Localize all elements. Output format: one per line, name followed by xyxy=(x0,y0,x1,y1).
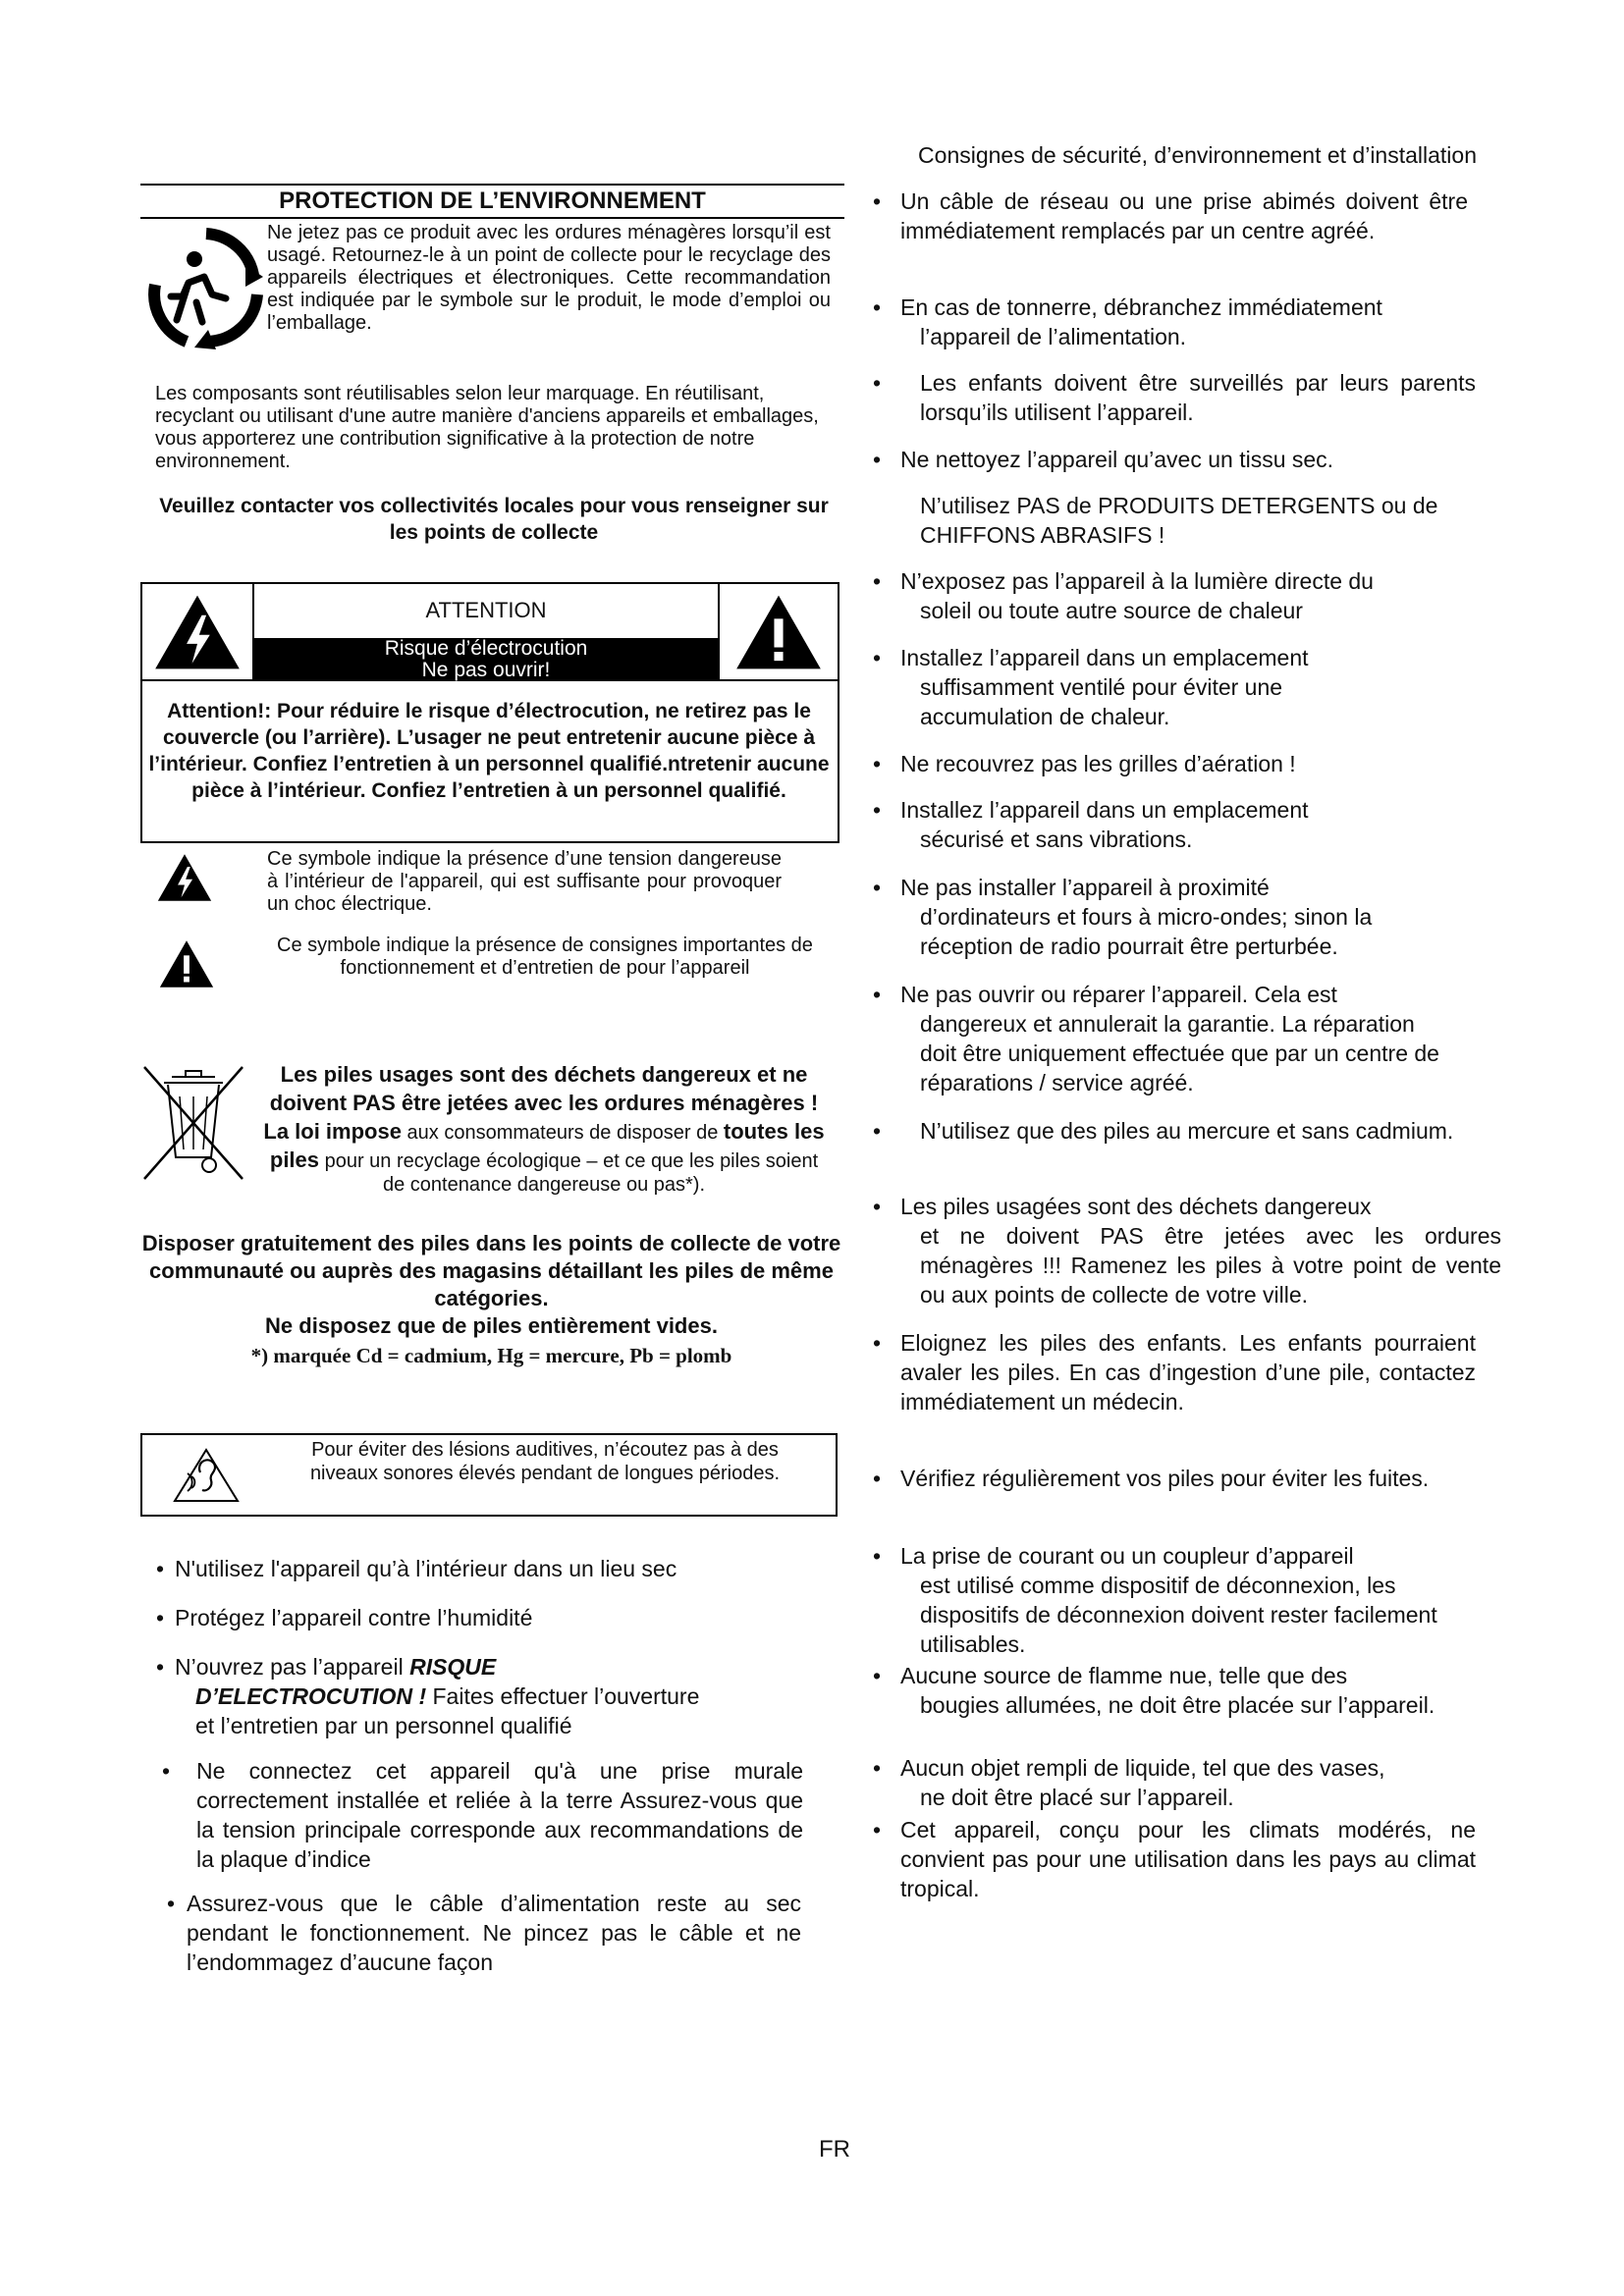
hearing-box xyxy=(140,1433,838,1517)
bullet-dot: • xyxy=(873,982,882,1007)
left-bullet-3-line-2: D’ELECTROCUTION ! Faites effectuer l’ouverture xyxy=(195,1683,700,1709)
environment-intro: Ne jetez pas ce produit avec les ordures ménagères lorsqu’il est usagé. Retournez-le à un point de collecte pour le recyclage des appareils électriques et électroniques. Cette recommandation est indiquée par le symbole sur le produit, le mode d’emploi ou l’emballage. xyxy=(267,222,831,334)
left-bullet-5: • Assurez-vous que le câble d’alimentation reste au sec pendant le fonctionnement. Ne pincez pas le câble et ne l’endommagez d’aucune façon xyxy=(167,1891,801,1975)
right-bullet-8: • Installez l’appareil dans un emplacement sécurisé et sans vibrations. xyxy=(873,797,1309,852)
environment-contact: Veuillez contacter vos collectivités locales pour vous renseigner sur les points de collecte xyxy=(159,495,829,544)
right-column-header: Consignes de sécurité, d’environnement et d’installation xyxy=(918,142,1477,168)
language-marker: FR xyxy=(819,2136,850,2163)
bullet-dot: • xyxy=(873,1330,882,1356)
exclamation-warning-icon xyxy=(731,592,826,672)
batteries-text-2: pour un recyclage écologique – et ce que les piles soient de contenance dangereuse ou pas*). xyxy=(319,1150,819,1196)
left-bullet-2: • Protégez l’appareil contre l’humidité xyxy=(156,1605,533,1630)
risk-emphasis-1: RISQUE xyxy=(409,1654,497,1680)
attention-risk-banner xyxy=(254,638,718,681)
batteries-text-1: aux consommateurs de disposer de xyxy=(401,1122,724,1144)
right-note-detergents: N’utilisez PAS de PRODUITS DETERGENTS ou de CHIFFONS ABRASIFS ! xyxy=(920,493,1438,548)
right-bullet-2: • En cas de tonnerre, débranchez immédiatement l’appareil de l’alimentation. xyxy=(873,294,1382,349)
attention-right-cell xyxy=(718,584,838,681)
crossed-bin-icon xyxy=(140,1063,246,1183)
bullet-dot: • xyxy=(873,294,882,320)
attention-risk-line2: Ne pas ouvrir! xyxy=(421,659,551,681)
bullet-dot: • xyxy=(873,1817,882,1842)
batteries-collect-text: Disposer gratuitement des piles dans les points de collecte de votre communauté ou auprès des magasins détaillant les piles de même catégories. xyxy=(141,1231,841,1310)
right-bullet-14: • Vérifiez régulièrement vos piles pour éviter les fuites. xyxy=(873,1466,1430,1491)
bullet-dot: • xyxy=(873,645,882,670)
bullet-dot: • xyxy=(873,1118,882,1144)
right-bullet-9: • Ne pas installer l’appareil à proximité d’ordinateurs et fours à micro-ondes; sinon la réception de radio pourrait être perturbée. xyxy=(873,875,1373,959)
attention-text: Attention!: Pour réduire le risque d’électrocution, ne retirez pas le couvercle (ou l’arrière). L’usager ne peut entretenir aucune pièce à l’intérieur. Confiez l’entretien à un personnel qualifié.ntretenir aucune pièce à l’intérieur. Confiez l’entretien à un personnel qualifié. xyxy=(148,700,830,802)
bullet-dot: • xyxy=(873,797,882,823)
bullet-dot: • xyxy=(167,1891,176,1916)
right-bullet-16: • Aucune source de flamme nue, telle que des bougies allumées, ne doit être placée sur l’appareil. xyxy=(873,1663,1435,1718)
attention-left-cell xyxy=(142,584,254,681)
exclamation-symbol-text: Ce symbole indique la présence de consignes importantes de fonctionnement et d’entretien de pour l’appareil xyxy=(277,934,813,979)
attention-risk-line1: Risque d’électrocution xyxy=(384,637,588,660)
left-bullet-4: • Ne connectez cet appareil qu'à une prise murale correctement installée et reliée à la terre Assurez-vous que la tension principale corresponde aux recommandations de la plaque d’indice xyxy=(162,1758,803,1872)
right-bullet-18: • Cet appareil, conçu pour les climats modérés, ne convient pas pour une utilisation dans les pays au climat tropical. xyxy=(873,1817,1476,1901)
bullet-dot: • xyxy=(156,1556,165,1581)
bullet-dot: • xyxy=(156,1654,165,1680)
right-bullet-3: • Les enfants doivent être surveillés par leurs parents lorsqu’ils utilisent l’appareil. xyxy=(873,370,1476,425)
left-bullet-3 xyxy=(156,1652,803,1740)
attention-box xyxy=(140,582,839,843)
batteries-bold-mid: toutes les piles xyxy=(269,1119,825,1172)
batteries-collect xyxy=(140,1230,842,1340)
lightning-warning-icon xyxy=(152,592,243,672)
environment-body: Les composants sont réutilisables selon leur marquage. En réutilisant, recyclant ou utilisant d'une autre manière d'anciens appareils et emballages, vous apporterez une contribution significative à la protection de notre environnement. xyxy=(155,383,819,472)
right-bullet-6: • Installez l’appareil dans un emplacement suffisamment ventilé pour éviter une accumulation de chaleur. xyxy=(873,645,1309,729)
exclamation-symbol-icon xyxy=(157,938,216,989)
right-bullet-5: • N’exposez pas l’appareil à la lumière directe du soleil ou toute autre source de chaleur xyxy=(873,568,1374,623)
right-bullet-10: • Ne pas ouvrir ou réparer l’appareil. Cela est dangereux et annulerait la garantie. La réparation doit être uniquement effectuée que par un centre de réparations / service agréé. xyxy=(873,982,1439,1095)
batteries-text xyxy=(259,1060,829,1197)
bullet-dot: • xyxy=(873,1466,882,1491)
attention-title: ATTENTION xyxy=(425,598,547,622)
bullet-dot: • xyxy=(873,1663,882,1688)
right-bullet-11: • N’utilisez que des piles au mercure et sans cadmium. xyxy=(873,1118,1454,1144)
right-bullet-12: • Les piles usagées sont des déchets dangereux et ne doivent PAS être jetées avec les ordures ménagères !!! Ramenez les piles à votre point de vente ou aux points de collecte de votre ville. xyxy=(873,1194,1501,1308)
batteries-legend: *) marquée Cd = cadmium, Hg = mercure, Pb = plomb xyxy=(250,1344,732,1367)
bullet-dot: • xyxy=(162,1758,171,1784)
bullet-dot: • xyxy=(873,447,882,472)
bullet-dot: • xyxy=(873,875,882,900)
left-bullet-1: • N'utilisez l'appareil qu’à l’intérieur dans un lieu sec xyxy=(156,1556,677,1581)
bullet-dot: • xyxy=(873,1194,882,1219)
right-bullet-7: • Ne recouvrez pas les grilles d’aération ! xyxy=(873,751,1296,776)
bullet-dot: • xyxy=(156,1605,165,1630)
environment-title: PROTECTION DE L’ENVIRONNEMENT xyxy=(140,184,844,219)
batteries-bold-intro: Les piles usages sont des déchets dangereux et ne doivent PAS être jetées avec les ordures ménagères ! La loi impose xyxy=(263,1062,819,1144)
lightning-symbol-icon xyxy=(155,852,214,903)
bullet-dot: • xyxy=(873,1755,882,1781)
right-bullet-15: • La prise de courant ou un coupleur d’appareil est utilisé comme dispositif de déconnexion, les dispositifs de déconnexion doivent rester facilement utilisables. xyxy=(873,1543,1437,1657)
risk-emphasis-2: D’ELECTROCUTION ! xyxy=(195,1683,427,1709)
ear-warning-icon xyxy=(172,1447,241,1504)
bullet-dot: • xyxy=(873,1543,882,1569)
right-bullet-4: • Ne nettoyez l’appareil qu’avec un tissu sec. xyxy=(873,447,1334,472)
batteries-empty-text: Ne disposez que de piles entièrement vides. xyxy=(265,1313,718,1338)
bullet-dot: • xyxy=(873,568,882,594)
bullet-dot: • xyxy=(873,751,882,776)
right-bullet-13: • Eloignez les piles des enfants. Les enfants pourraient avaler les piles. En cas d’ingestion d’une pile, contactez immédiatement un médecin. xyxy=(873,1330,1476,1415)
recycle-person-icon xyxy=(147,226,263,353)
bullet-dot: • xyxy=(873,370,882,396)
right-bullet-17: • Aucun objet rempli de liquide, tel que des vases, ne doit être placé sur l’appareil. xyxy=(873,1755,1385,1810)
hearing-text: Pour éviter des lésions auditives, n’écoutez pas à des niveaux sonores élevés pendant de longues périodes. xyxy=(309,1439,781,1484)
lightning-symbol-text: Ce symbole indique la présence d’une tension dangereuse à l’intérieur de l'appareil, qui est suffisante pour provoquer un choc électrique. xyxy=(267,848,782,915)
left-bullet-3-line-3: et l’entretien par un personnel qualifié xyxy=(195,1713,572,1738)
bullet-dot: • xyxy=(873,188,882,214)
right-bullet-1: • Un câble de réseau ou une prise abimés doivent être immédiatement remplacés par un centre agréé. xyxy=(873,188,1468,243)
left-bullet-3-line-1: N’ouvrez pas l’appareil RISQUE xyxy=(175,1654,497,1680)
